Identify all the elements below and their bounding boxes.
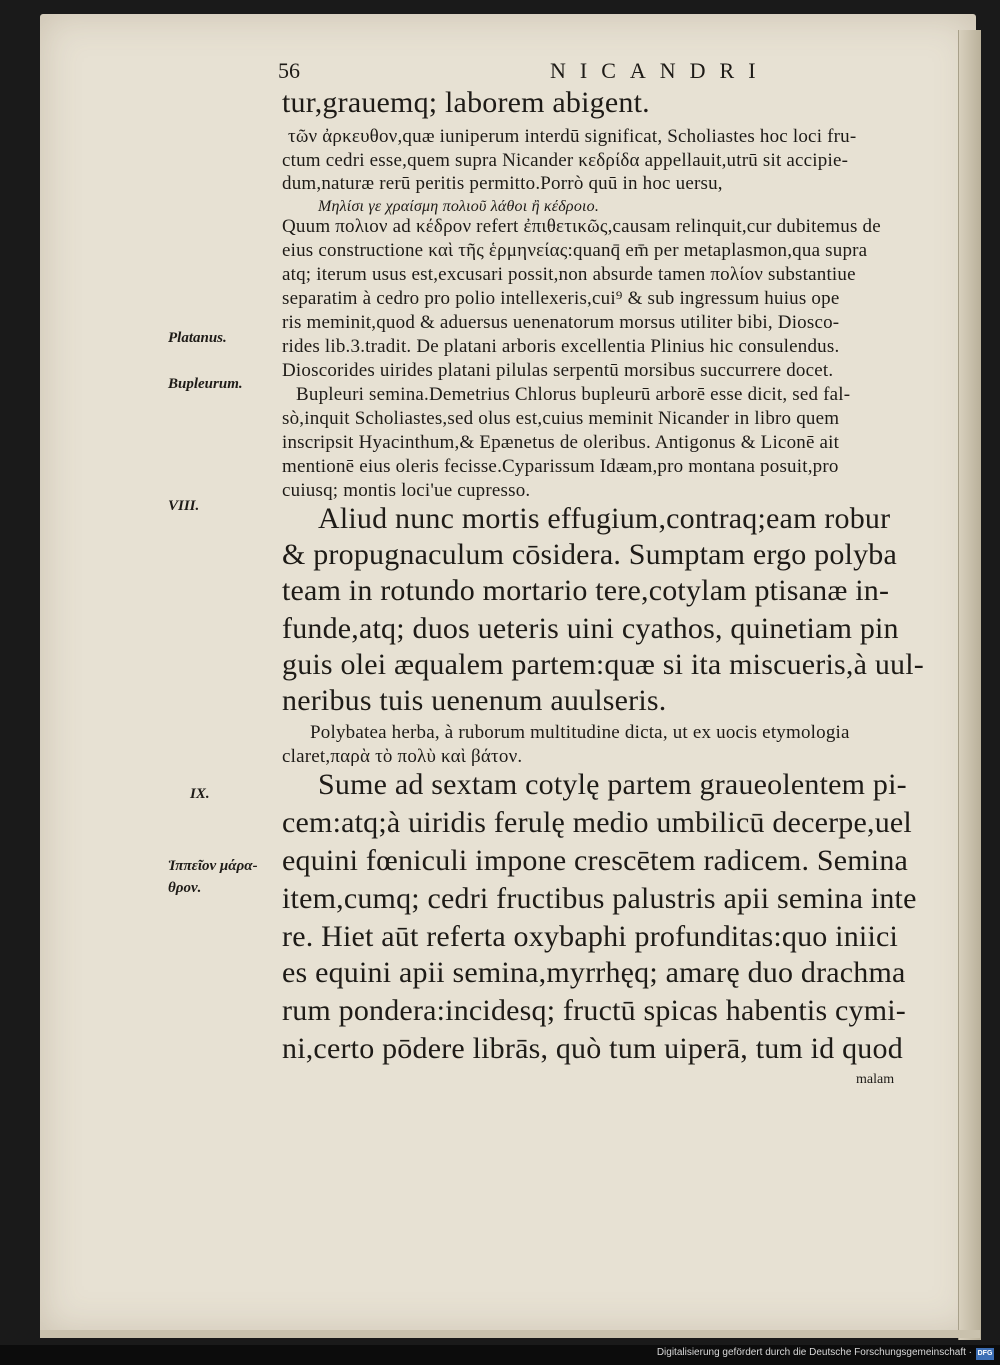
- page-bottom-edge: [40, 1330, 980, 1338]
- folio-number: 56: [278, 58, 300, 83]
- footer-credit: Digitalisierung gefördert durch die Deutsche Forschungsgemeinschaft ·: [656, 1347, 972, 1358]
- text-line: atq; iterum usus est,excusari possit,non absurde tamen πολίον substantiue: [282, 264, 856, 285]
- text-line: τῶν ἀρκευθον,quæ iuniperum interdū significat, Scholiastes hoc loci fru-: [288, 126, 857, 147]
- running-title: NICANDRI: [550, 58, 770, 83]
- text-line: Quum πολιον ad κέδρον refert ἐπιθετικῶς,causam relinquit,cur dubitemus de: [282, 216, 881, 237]
- catchword: malam: [856, 1072, 895, 1087]
- margin-note-ix: IX.: [190, 786, 210, 802]
- text-line: dum,naturæ rerū peritis permitto.Porrò quū in hoc uersu,: [282, 173, 723, 194]
- text-line: sò,inquit Scholiastes,sed olus est,cuius meminit Nicander in libro quem: [282, 408, 840, 429]
- text-line-large: funde,atq; duos ueteris uini cyathos, quinetiam pin: [282, 612, 899, 645]
- page-edge: [958, 30, 981, 1340]
- text-line-large: team in rotundo mortario tere,cotylam ptisanæ in-: [282, 574, 890, 607]
- text-line-large: neribus tuis uenenum auulseris.: [282, 684, 667, 717]
- text-line-large: cem:atq;à uiridis ferulę medio umbilicū decerpe,uel: [282, 806, 912, 839]
- margin-note-platanus: Platanus.: [168, 330, 227, 346]
- text-line-large: es equini apii semina,myrrhęq; amarę duo drachma: [282, 956, 906, 989]
- text-line: Polybatea herba, à ruborum multitudine dicta, ut ex uocis etymologia: [310, 722, 850, 743]
- page-header: [278, 58, 798, 88]
- text-line: mentionē eius oleris fecisse.Cyparissum Idæam,pro montana posuit,pro: [282, 456, 839, 477]
- margin-note-greek-2: θρον.: [168, 880, 202, 896]
- text-line: eius constructione καὶ τῆς ἑρμηνείας:quanq̄ em̄ per metaplasmon,qua supra: [282, 240, 868, 261]
- text-line: claret,παρὰ τὸ πολὺ καὶ βάτον.: [282, 746, 523, 767]
- dfg-logo-icon: DFG: [976, 1348, 994, 1360]
- text-line: Dioscorides uirides platani pilulas serpentū morsibus succurrere docet.: [282, 360, 834, 381]
- text-line-large: Sume ad sextam cotylę partem graueolentem pi-: [318, 768, 907, 801]
- text-line-large: ni,certo pōdere librās, quò tum uiperā, tum id quod: [282, 1032, 903, 1065]
- text-line-large: rum pondera:incidesq; fructū spicas habentis cymi-: [282, 994, 906, 1027]
- text-line: ris meminit,quod & aduersus uenenatorum morsus utiliter bibi, Diosco-: [282, 312, 840, 333]
- text-line-large: re. Hiet aūt referta oxybaphi profunditas:quo iniici: [282, 920, 899, 953]
- text-line: Bupleuri semina.Demetrius Chlorus bupleurū arborē esse dicit, sed fal-: [296, 384, 851, 405]
- text-line: ctum cedri esse,quem supra Nicander κεδρίδα appellauit,utrū sit accipie-: [282, 150, 849, 171]
- text-line-greek: Μηλίσι γε χραίσμη πολιοῦ λάθοι ἢ κέδροιο.: [318, 198, 600, 215]
- text-line: cuiusq; montis loci'ue cupresso.: [282, 480, 531, 501]
- text-line-large: item,cumq; cedri fructibus palustris apii semina inte: [282, 882, 917, 915]
- margin-note-bupleurum: Bupleurum.: [168, 376, 243, 392]
- text-line-large: equini fœniculi impone crescētem radicem. Semina: [282, 844, 909, 877]
- margin-note-viii: VIII.: [168, 498, 200, 514]
- text-line-large: Aliud nunc mortis effugium,contraq;eam robur: [318, 502, 891, 535]
- text-line-large: guis olei æqualem partem:quæ si ita miscueris,à uul-: [282, 648, 924, 681]
- text-line: rides lib.3.tradit. De platani arboris excellentia Plinius hic consulendus.: [282, 336, 840, 357]
- margin-note-greek-1: Ἱππεῖον μάρα-: [168, 858, 258, 874]
- text-line: tur,grauemq; laborem abigent.: [282, 86, 650, 119]
- text-line-large: & propugnaculum cōsidera. Sumptam ergo polyba: [282, 538, 897, 571]
- text-line: separatim à cedro pro polio intellexeris,cui⁹ & sub ingressum huius ope: [282, 288, 840, 309]
- text-line: inscripsit Hyacinthum,& Epænetus de oleribus. Antigonus & Liconē ait: [282, 432, 840, 453]
